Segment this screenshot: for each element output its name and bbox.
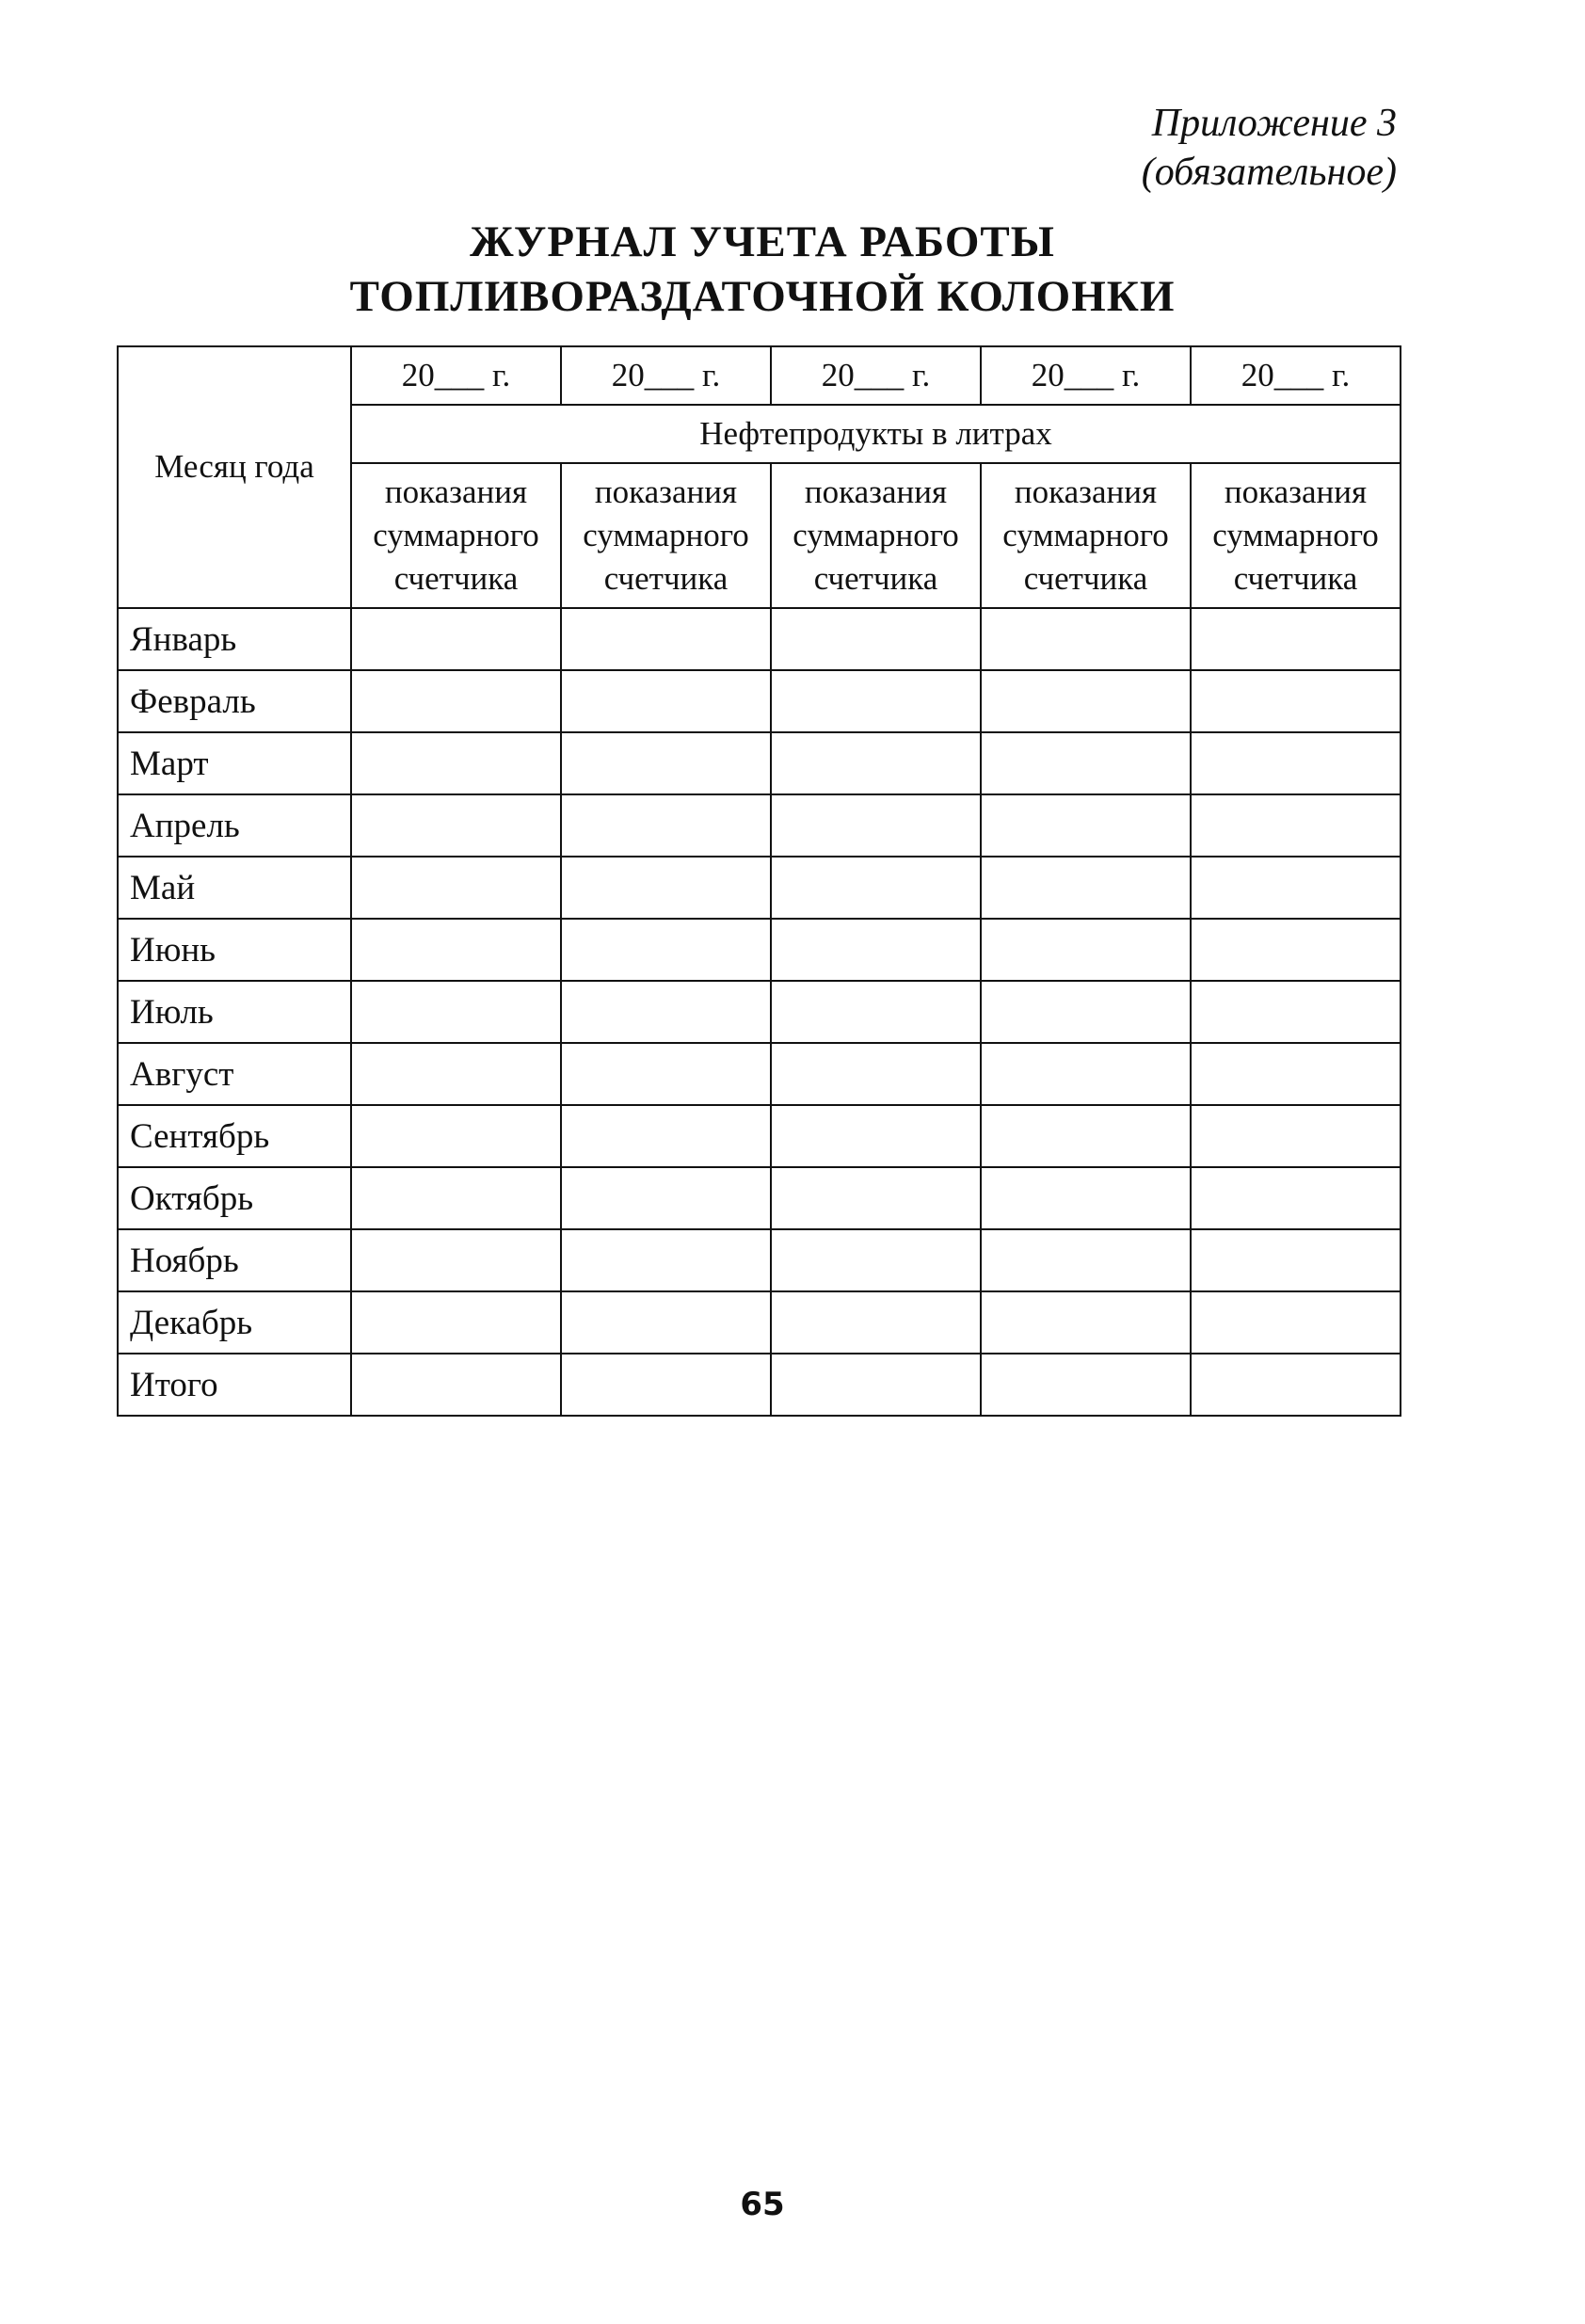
reading-entry-cell[interactable] [771,1354,981,1416]
reading-entry-cell[interactable] [771,919,981,981]
month-cell: Март [118,732,351,794]
reading-entry-cell[interactable] [561,1105,771,1167]
title-line-1: ЖУРНАЛ УЧЕТА РАБОТЫ [470,217,1055,266]
reading-entry-cell[interactable] [1191,1105,1401,1167]
table-row [118,857,1401,919]
reading-entry-cell[interactable] [981,794,1191,857]
month-cell: Итого [118,1354,351,1416]
reading-entry-cell[interactable] [1191,794,1401,857]
reading-entry-cell[interactable] [771,1105,981,1167]
table-row [118,670,1401,732]
month-cell: Ноябрь [118,1229,351,1291]
reading-entry-cell[interactable] [561,919,771,981]
reading-entry-cell[interactable] [771,857,981,919]
year-header: 20___ г. [981,346,1191,405]
products-header: Нефтепродукты в литрах [351,405,1401,463]
reading-entry-cell[interactable] [351,1167,561,1229]
appendix-label [1142,99,1397,197]
month-cell: Октябрь [118,1167,351,1229]
reading-entry-cell[interactable] [1191,1167,1401,1229]
reading-entry-cell[interactable] [981,919,1191,981]
reading-entry-cell[interactable] [1191,1291,1401,1354]
reading-entry-cell[interactable] [561,608,771,670]
reading-header: показания суммарного счетчика [1191,463,1401,608]
reading-entry-cell[interactable] [981,1105,1191,1167]
reading-entry-cell[interactable] [1191,670,1401,732]
fuel-dispenser-log-table [117,345,1401,1417]
reading-entry-cell[interactable] [351,1229,561,1291]
month-cell: Август [118,1043,351,1105]
reading-entry-cell[interactable] [561,1167,771,1229]
reading-entry-cell[interactable] [771,1291,981,1354]
reading-header: показания суммарного счетчика [561,463,771,608]
month-column-header: Месяц года [118,346,351,608]
reading-entry-cell[interactable] [981,981,1191,1043]
table-row [118,1291,1401,1354]
month-cell: Апрель [118,794,351,857]
reading-entry-cell[interactable] [561,1291,771,1354]
reading-entry-cell[interactable] [351,608,561,670]
month-cell: Декабрь [118,1291,351,1354]
reading-entry-cell[interactable] [981,1291,1191,1354]
header-row-years [118,346,1401,405]
reading-entry-cell[interactable] [771,981,981,1043]
reading-entry-cell[interactable] [561,981,771,1043]
reading-entry-cell[interactable] [351,670,561,732]
reading-entry-cell[interactable] [351,732,561,794]
reading-entry-cell[interactable] [351,1291,561,1354]
table-row [118,1043,1401,1105]
reading-entry-cell[interactable] [561,1229,771,1291]
reading-entry-cell[interactable] [1191,919,1401,981]
reading-entry-cell[interactable] [1191,1043,1401,1105]
title-line-2: ТОПЛИВОРАЗДАТОЧНОЙ КОЛОНКИ [349,272,1176,321]
month-cell: Февраль [118,670,351,732]
appendix-status: (обязательное) [1141,151,1397,194]
reading-entry-cell[interactable] [981,732,1191,794]
year-header: 20___ г. [771,346,981,405]
year-header: 20___ г. [351,346,561,405]
reading-entry-cell[interactable] [351,981,561,1043]
reading-entry-cell[interactable] [981,1229,1191,1291]
reading-entry-cell[interactable] [351,1043,561,1105]
reading-entry-cell[interactable] [561,1354,771,1416]
reading-entry-cell[interactable] [771,608,981,670]
reading-entry-cell[interactable] [981,608,1191,670]
reading-entry-cell[interactable] [771,794,981,857]
month-cell: Май [118,857,351,919]
reading-entry-cell[interactable] [1191,1354,1401,1416]
reading-entry-cell[interactable] [981,670,1191,732]
reading-entry-cell[interactable] [561,857,771,919]
appendix-number: Приложение 3 [1151,102,1397,145]
reading-entry-cell[interactable] [1191,608,1401,670]
reading-header: показания суммарного счетчика [981,463,1191,608]
page-number: 65 [740,2186,785,2223]
reading-entry-cell[interactable] [351,857,561,919]
reading-entry-cell[interactable] [1191,857,1401,919]
reading-entry-cell[interactable] [561,670,771,732]
year-header: 20___ г. [561,346,771,405]
reading-entry-cell[interactable] [981,1043,1191,1105]
month-cell: Сентябрь [118,1105,351,1167]
table-row [118,794,1401,857]
reading-entry-cell[interactable] [561,732,771,794]
reading-header: показания суммарного счетчика [771,463,981,608]
table-row [118,1354,1401,1416]
table-row [118,608,1401,670]
table-row [118,919,1401,981]
table-row [118,1229,1401,1291]
reading-entry-cell[interactable] [1191,1229,1401,1291]
reading-entry-cell[interactable] [351,794,561,857]
reading-entry-cell[interactable] [1191,732,1401,794]
month-cell: Июль [118,981,351,1043]
reading-entry-cell[interactable] [981,1167,1191,1229]
reading-entry-cell[interactable] [981,1354,1191,1416]
table-row [118,1105,1401,1167]
reading-entry-cell[interactable] [561,794,771,857]
reading-entry-cell[interactable] [351,1105,561,1167]
reading-entry-cell[interactable] [771,670,981,732]
reading-entry-cell[interactable] [771,1043,981,1105]
document-title [0,215,1525,324]
table-row [118,732,1401,794]
table-row [118,1167,1401,1229]
reading-entry-cell[interactable] [771,732,981,794]
month-cell: Июнь [118,919,351,981]
month-cell: Январь [118,608,351,670]
reading-entry-cell[interactable] [1191,981,1401,1043]
reading-entry-cell[interactable] [351,1354,561,1416]
table-row [118,981,1401,1043]
reading-header: показания суммарного счетчика [351,463,561,608]
reading-entry-cell[interactable] [561,1043,771,1105]
reading-entry-cell[interactable] [351,919,561,981]
reading-entry-cell[interactable] [771,1229,981,1291]
reading-entry-cell[interactable] [771,1167,981,1229]
reading-entry-cell[interactable] [981,857,1191,919]
year-header: 20___ г. [1191,346,1401,405]
